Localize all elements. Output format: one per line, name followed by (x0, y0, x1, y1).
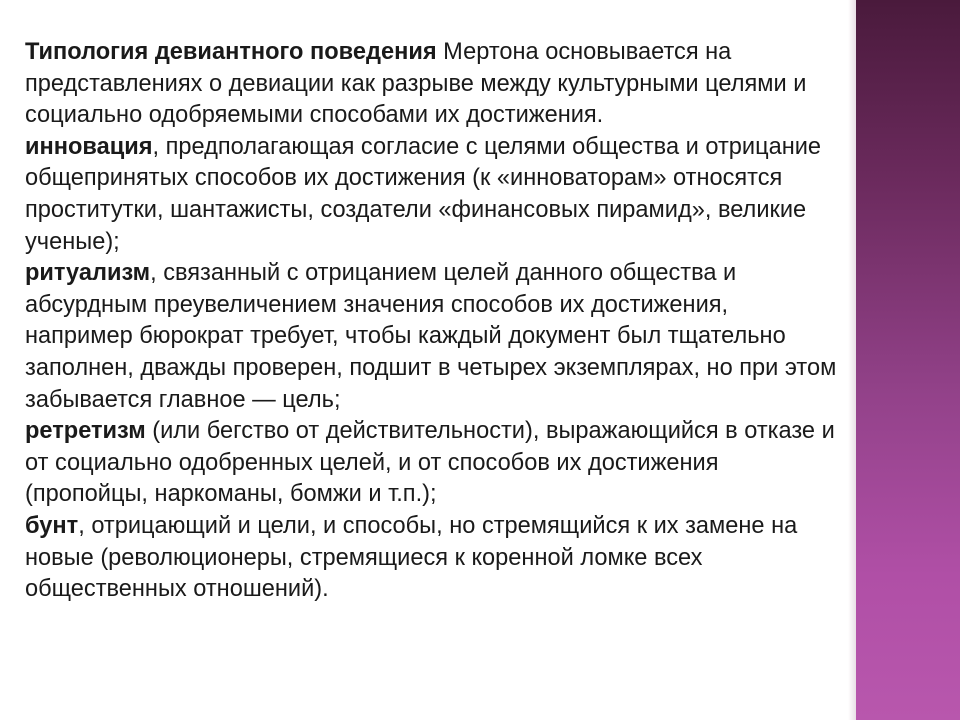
item-retreatism-text: (или бегство от действительности), выражающийся в отказе и от социально одобренных целей, и от способов их достижения (пропойцы, наркоманы, бомжи и т.п.); (25, 418, 835, 508)
decorative-sidebar (856, 0, 960, 720)
item-retreatism-term: ретретизм (25, 418, 146, 445)
item-ritualism-text: , связанный с отрицанием целей данного общества и абсурдным преувеличением значения способов их достижения, например бюрократ требует, чтобы каждый документ был тщательно заполнен, дважды проверен, подшит в четырех экземплярах, но при этом забывается главное — цель; (25, 260, 837, 413)
item-rebellion-text: , отрицающий и цели, и способы, но стремящийся к их замене на новые (революционеры, стремящиеся к коренной ломке всех общественных отношений). (25, 512, 798, 603)
item-ritualism-term: ритуализм (25, 260, 151, 287)
intro-term: Типология девиантного поведения (25, 39, 437, 65)
intro-paragraph (25, 37, 840, 132)
item-rebellion-term: бунт (25, 512, 79, 539)
item-ritualism (25, 258, 840, 416)
item-innovation-text: , предполагающая согласие с целями общества и отрицание общепринятых способов их достижения (к «инноваторам» относятся проститутки, шантажисты, создатели «финансовых пирамид», великие ученые); (25, 133, 822, 255)
slide-body-text (25, 37, 840, 606)
intro-text: Мертона основывается на представлениях о девиации как разрыве между культурными целями и социально одобряемыми способами их достижения. (25, 39, 807, 129)
item-innovation-term: инновация (25, 133, 153, 160)
item-innovation (25, 132, 840, 258)
item-rebellion (25, 511, 840, 606)
sidebar-edge (848, 0, 856, 720)
item-retreatism (25, 416, 840, 511)
